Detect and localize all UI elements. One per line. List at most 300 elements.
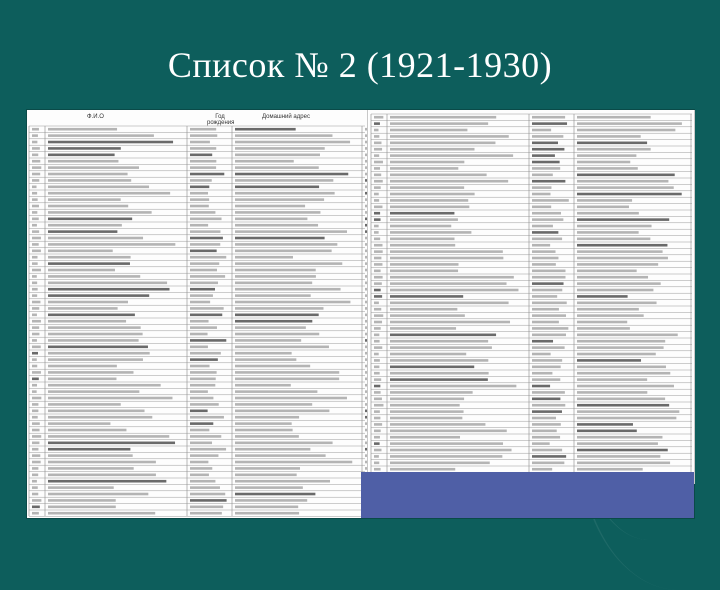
illegible-text xyxy=(190,474,209,477)
illegible-text xyxy=(365,237,367,240)
illegible-text xyxy=(48,410,145,413)
illegible-text xyxy=(374,129,379,132)
illegible-text xyxy=(374,308,381,311)
illegible-text xyxy=(577,295,628,298)
illegible-text xyxy=(235,160,294,163)
illegible-text xyxy=(365,442,367,445)
illegible-text xyxy=(235,422,292,425)
illegible-text xyxy=(32,422,40,425)
illegible-text xyxy=(48,442,175,445)
illegible-text xyxy=(48,493,148,496)
illegible-text xyxy=(577,455,660,458)
illegible-text xyxy=(190,461,208,464)
illegible-text xyxy=(365,128,367,131)
illegible-text xyxy=(577,282,661,285)
illegible-text xyxy=(390,129,467,132)
illegible-text xyxy=(190,160,216,163)
illegible-text xyxy=(390,122,488,125)
illegible-text xyxy=(365,294,367,297)
illegible-text xyxy=(577,372,670,375)
illegible-text xyxy=(577,346,664,349)
illegible-text xyxy=(32,198,38,201)
illegible-text xyxy=(365,314,367,317)
illegible-text xyxy=(374,359,380,362)
illegible-text xyxy=(374,257,381,260)
illegible-text xyxy=(374,263,382,266)
illegible-text xyxy=(190,294,213,297)
illegible-text xyxy=(577,436,662,439)
illegible-text xyxy=(32,269,41,272)
illegible-text xyxy=(374,410,380,413)
illegible-text xyxy=(374,289,381,292)
illegible-text xyxy=(190,333,208,336)
illegible-text xyxy=(577,321,627,324)
illegible-text xyxy=(190,147,216,150)
illegible-text xyxy=(532,231,558,234)
illegible-text xyxy=(390,327,456,330)
illegible-text xyxy=(190,467,212,470)
illegible-text xyxy=(374,455,379,458)
illegible-text xyxy=(577,276,648,279)
illegible-text xyxy=(48,352,150,355)
illegible-text xyxy=(390,270,458,273)
illegible-text xyxy=(235,141,350,144)
illegible-text xyxy=(235,397,347,400)
illegible-text xyxy=(532,308,559,311)
illegible-text xyxy=(32,384,37,387)
illegible-text xyxy=(190,275,225,278)
illegible-text xyxy=(390,385,516,388)
illegible-text xyxy=(48,326,141,329)
illegible-text xyxy=(577,142,647,145)
illegible-text xyxy=(374,327,381,330)
illegible-text xyxy=(235,301,350,304)
illegible-text xyxy=(365,384,367,387)
illegible-text xyxy=(48,147,121,150)
illegible-text xyxy=(532,327,568,330)
illegible-text xyxy=(365,147,367,150)
illegible-text xyxy=(374,430,381,433)
illegible-text xyxy=(190,320,209,323)
illegible-text xyxy=(577,430,637,433)
illegible-text xyxy=(577,289,653,292)
illegible-text xyxy=(365,282,367,285)
illegible-text xyxy=(577,148,651,151)
illegible-text xyxy=(390,366,474,369)
illegible-text xyxy=(532,340,553,343)
illegible-text xyxy=(235,224,318,227)
illegible-text xyxy=(48,301,128,304)
illegible-text xyxy=(365,179,367,182)
illegible-text xyxy=(374,295,382,298)
illegible-text xyxy=(365,467,367,470)
illegible-text xyxy=(390,334,496,337)
illegible-text xyxy=(190,371,217,374)
illegible-text xyxy=(390,250,503,253)
illegible-text xyxy=(235,320,312,323)
illegible-text xyxy=(390,282,507,285)
illegible-text xyxy=(235,250,332,253)
illegible-text xyxy=(390,430,507,433)
illegible-text xyxy=(365,173,367,176)
illegible-text xyxy=(365,403,367,406)
illegible-text xyxy=(190,262,219,265)
illegible-text xyxy=(390,142,495,145)
illegible-text xyxy=(374,167,380,170)
illegible-text xyxy=(390,378,488,381)
illegible-text xyxy=(48,333,143,336)
illegible-text xyxy=(190,358,218,361)
illegible-text xyxy=(532,385,550,388)
scan-table-left xyxy=(27,110,367,518)
illegible-text xyxy=(374,372,380,375)
illegible-text xyxy=(374,135,379,138)
illegible-text xyxy=(190,198,209,201)
illegible-text xyxy=(374,238,380,241)
illegible-text xyxy=(532,314,566,317)
illegible-text xyxy=(532,135,563,138)
column-header-fio: Ф.И.О xyxy=(87,114,104,120)
illegible-text xyxy=(390,398,464,401)
illegible-text xyxy=(365,198,367,201)
illegible-text xyxy=(32,250,41,253)
illegible-text xyxy=(190,230,220,233)
illegible-text xyxy=(365,230,367,233)
illegible-text xyxy=(532,302,567,305)
illegible-text xyxy=(365,390,367,393)
illegible-text xyxy=(390,423,485,426)
illegible-text xyxy=(48,390,139,393)
illegible-text xyxy=(32,493,38,496)
illegible-text xyxy=(532,142,558,145)
illegible-text xyxy=(532,206,551,209)
illegible-text xyxy=(48,179,131,182)
illegible-text xyxy=(48,128,117,131)
illegible-text xyxy=(390,225,451,228)
illegible-text xyxy=(365,333,367,336)
illegible-text xyxy=(48,499,116,502)
illegible-text xyxy=(374,442,380,445)
illegible-text xyxy=(32,365,37,368)
illegible-text xyxy=(365,256,367,259)
illegible-text xyxy=(235,339,301,342)
illegible-text xyxy=(235,179,333,182)
illegible-text xyxy=(235,186,319,189)
illegible-text xyxy=(532,442,550,445)
illegible-text xyxy=(390,346,492,349)
illegible-text xyxy=(48,448,130,451)
illegible-text xyxy=(32,442,39,445)
illegible-text xyxy=(390,167,458,170)
illegible-text xyxy=(235,154,320,157)
illegible-text xyxy=(532,161,560,164)
illegible-text xyxy=(235,378,339,381)
illegible-text xyxy=(235,384,291,387)
illegible-text xyxy=(374,391,381,394)
illegible-text xyxy=(235,448,310,451)
illegible-text xyxy=(365,365,367,368)
illegible-text xyxy=(532,295,557,298)
illegible-text xyxy=(48,474,156,477)
illegible-text xyxy=(190,397,213,400)
illegible-text xyxy=(532,410,562,413)
illegible-text xyxy=(390,186,464,189)
illegible-text xyxy=(577,404,669,407)
illegible-text xyxy=(390,391,473,394)
illegible-text xyxy=(532,225,553,228)
scanned-document xyxy=(27,110,694,518)
illegible-text xyxy=(577,174,675,177)
illegible-text xyxy=(48,224,122,227)
illegible-text xyxy=(365,154,367,157)
illegible-text xyxy=(48,358,143,361)
illegible-text xyxy=(577,129,675,132)
illegible-text xyxy=(48,314,135,317)
illegible-text xyxy=(32,397,41,400)
illegible-text xyxy=(32,294,37,297)
illegible-text xyxy=(190,384,215,387)
illegible-text xyxy=(190,499,227,502)
illegible-text xyxy=(48,192,170,195)
illegible-text xyxy=(390,302,509,305)
column-header-address: Домашний адрес xyxy=(262,114,310,120)
illegible-text xyxy=(374,334,379,337)
illegible-text xyxy=(577,225,652,228)
illegible-text xyxy=(374,212,380,215)
illegible-text xyxy=(32,435,41,438)
illegible-text xyxy=(577,193,682,196)
illegible-text xyxy=(365,416,367,419)
illegible-text xyxy=(365,435,367,438)
illegible-text xyxy=(235,454,326,457)
illegible-text xyxy=(390,436,460,439)
illegible-text xyxy=(32,403,38,406)
illegible-text xyxy=(577,206,629,209)
illegible-text xyxy=(577,398,665,401)
illegible-text xyxy=(48,416,152,419)
illegible-text xyxy=(365,160,367,163)
illegible-text xyxy=(190,211,215,214)
illegible-text xyxy=(190,282,218,285)
illegible-text xyxy=(235,314,319,317)
illegible-text xyxy=(365,378,367,381)
illegible-text xyxy=(365,192,367,195)
illegible-text xyxy=(532,257,558,260)
illegible-text xyxy=(32,154,38,157)
illegible-text xyxy=(235,218,307,221)
illegible-text xyxy=(577,212,639,215)
illegible-text xyxy=(577,468,643,471)
illegible-text xyxy=(532,430,557,433)
illegible-text xyxy=(235,256,293,259)
illegible-text xyxy=(32,429,40,432)
illegible-text xyxy=(532,116,565,119)
illegible-text xyxy=(235,282,312,285)
illegible-text xyxy=(365,288,367,291)
illegible-text xyxy=(374,148,382,151)
illegible-text xyxy=(577,340,665,343)
illegible-text xyxy=(48,141,173,144)
illegible-text xyxy=(190,141,210,144)
illegible-text xyxy=(32,339,37,342)
illegible-text xyxy=(32,288,38,291)
illegible-text xyxy=(235,166,319,169)
illegible-text xyxy=(577,366,666,369)
illegible-text xyxy=(48,154,115,157)
illegible-text xyxy=(532,462,564,465)
illegible-text xyxy=(577,231,639,234)
illegible-text xyxy=(32,346,41,349)
illegible-text xyxy=(32,454,40,457)
illegible-text xyxy=(365,326,367,329)
illegible-text xyxy=(374,417,380,420)
illegible-text xyxy=(32,301,40,304)
illegible-text xyxy=(48,435,169,438)
illegible-text xyxy=(190,480,215,483)
illegible-text xyxy=(235,230,347,233)
illegible-text xyxy=(577,449,668,452)
illegible-text xyxy=(577,257,668,260)
illegible-text xyxy=(532,212,561,215)
illegible-text xyxy=(190,314,222,317)
illegible-text xyxy=(32,173,40,176)
illegible-text xyxy=(365,211,367,214)
illegible-text xyxy=(374,276,383,279)
illegible-text xyxy=(32,461,41,464)
illegible-text xyxy=(32,390,37,393)
illegible-text xyxy=(365,205,367,208)
illegible-text xyxy=(577,462,670,465)
illegible-text xyxy=(48,243,175,246)
illegible-text xyxy=(390,161,464,164)
illegible-text xyxy=(365,166,367,169)
column-header-year: Год рождения xyxy=(207,114,235,126)
illegible-text xyxy=(32,371,41,374)
illegible-text xyxy=(32,416,38,419)
illegible-text xyxy=(532,218,563,221)
illegible-text xyxy=(577,186,674,189)
illegible-text xyxy=(532,366,561,369)
illegible-text xyxy=(532,468,552,471)
illegible-text xyxy=(190,243,220,246)
illegible-text xyxy=(390,417,462,420)
illegible-text xyxy=(190,346,208,349)
illegible-text xyxy=(235,442,333,445)
illegible-text xyxy=(48,397,172,400)
illegible-text xyxy=(365,410,367,413)
illegible-text xyxy=(235,486,303,489)
illegible-text xyxy=(190,390,208,393)
illegible-text xyxy=(32,282,37,285)
illegible-text xyxy=(365,275,367,278)
illegible-text xyxy=(390,180,508,183)
illegible-text xyxy=(532,276,565,279)
illegible-text xyxy=(374,244,383,247)
illegible-text xyxy=(190,173,224,176)
illegible-text xyxy=(532,244,550,247)
scan-page-right xyxy=(369,110,695,484)
illegible-text xyxy=(48,454,133,457)
illegible-text xyxy=(374,154,379,157)
illegible-text xyxy=(390,276,514,279)
illegible-text xyxy=(577,327,630,330)
illegible-text xyxy=(365,320,367,323)
illegible-text xyxy=(390,206,469,209)
illegible-text xyxy=(48,262,130,265)
illegible-text xyxy=(532,423,561,426)
illegible-text xyxy=(374,180,383,183)
illegible-text xyxy=(390,359,488,362)
illegible-text xyxy=(48,371,133,374)
illegible-text xyxy=(235,198,324,201)
illegible-text xyxy=(190,166,216,169)
illegible-text xyxy=(32,378,39,381)
illegible-text xyxy=(532,391,565,394)
illegible-text xyxy=(374,193,379,196)
illegible-text xyxy=(390,231,471,234)
illegible-text xyxy=(390,295,463,298)
illegible-text xyxy=(374,398,382,401)
illegible-text xyxy=(374,206,382,209)
illegible-text xyxy=(532,129,551,132)
illegible-text xyxy=(32,147,40,150)
illegible-text xyxy=(532,321,559,324)
illegible-text xyxy=(365,448,367,451)
illegible-text xyxy=(235,410,329,413)
illegible-text xyxy=(374,436,380,439)
illegible-text xyxy=(48,320,126,323)
illegible-text xyxy=(235,493,315,496)
illegible-text xyxy=(577,263,658,266)
illegible-text xyxy=(235,461,352,464)
illegible-text xyxy=(390,353,466,356)
illegible-text xyxy=(48,134,154,137)
illegible-text xyxy=(365,218,367,221)
illegible-text xyxy=(365,262,367,265)
illegible-text xyxy=(190,256,226,259)
illegible-text xyxy=(48,205,128,208)
illegible-text xyxy=(32,237,41,240)
illegible-text xyxy=(48,269,115,272)
illegible-text xyxy=(190,454,218,457)
illegible-text xyxy=(532,250,556,253)
illegible-text xyxy=(235,262,342,265)
illegible-text xyxy=(235,243,337,246)
illegible-text xyxy=(365,186,367,189)
illegible-text xyxy=(235,390,317,393)
illegible-text xyxy=(190,493,225,496)
illegible-text xyxy=(32,474,38,477)
illegible-text xyxy=(532,180,565,183)
illegible-text xyxy=(577,244,667,247)
illegible-text xyxy=(374,231,379,234)
illegible-text xyxy=(532,436,560,439)
illegible-text xyxy=(390,321,510,324)
illegible-text xyxy=(190,403,219,406)
illegible-text xyxy=(235,371,339,374)
illegible-text xyxy=(577,250,663,253)
illegible-text xyxy=(577,218,669,221)
illegible-text xyxy=(235,205,305,208)
illegible-text xyxy=(577,417,676,420)
illegible-text xyxy=(48,506,116,509)
illegible-text xyxy=(235,333,319,336)
illegible-text xyxy=(390,455,502,458)
illegible-text xyxy=(32,211,37,214)
illegible-text xyxy=(190,429,209,432)
illegible-text xyxy=(390,263,459,266)
illegible-text xyxy=(374,116,383,119)
